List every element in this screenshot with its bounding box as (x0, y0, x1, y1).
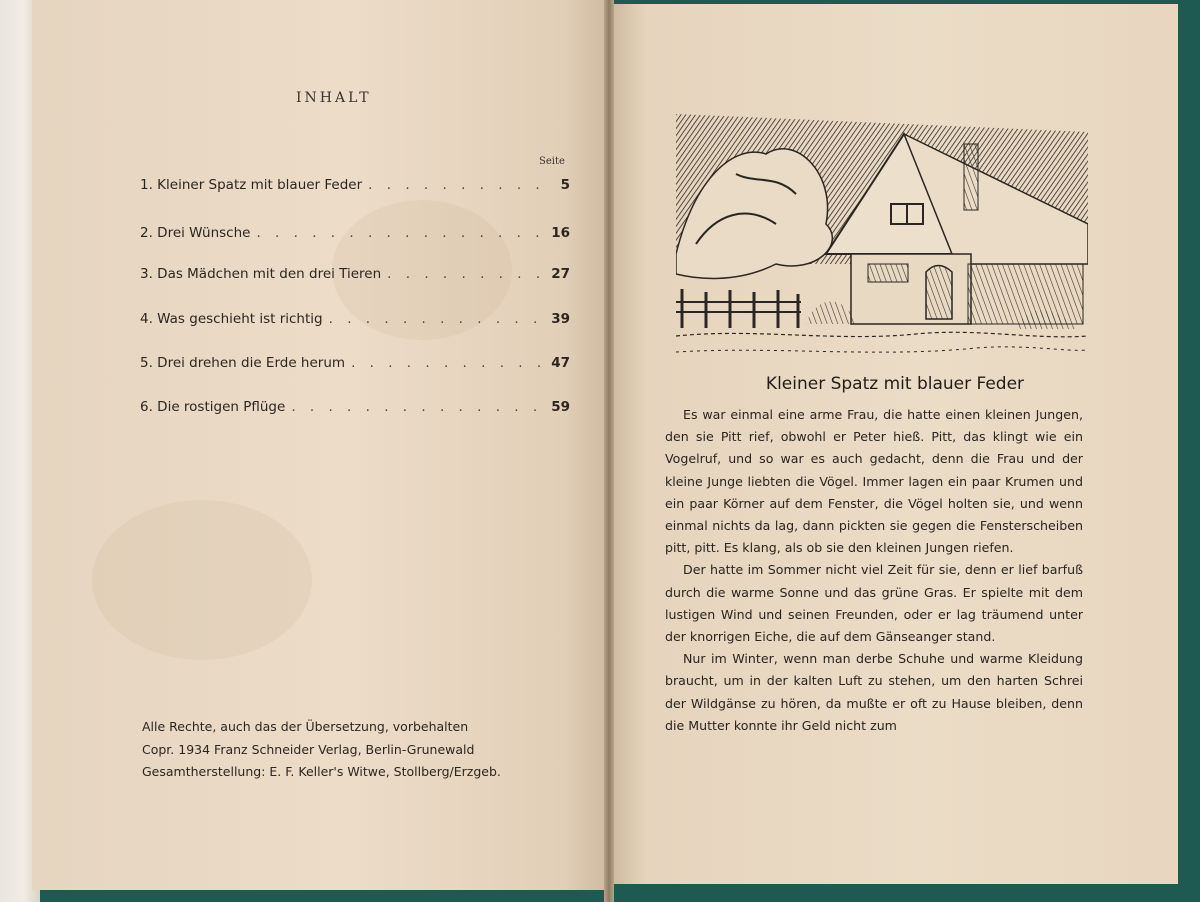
toc-entry-page: 59 (551, 399, 570, 415)
toc-entry-title: 5. Drei drehen die Erde herum (140, 355, 346, 371)
toc-entry (140, 355, 570, 377)
imprint-line: Copr. 1934 Franz Schneider Verlag, Berlin-Grunewald (142, 741, 475, 757)
toc-entry-page: 27 (551, 266, 570, 282)
toc-entry-title: 2. Drei Wünsche (140, 225, 251, 241)
imprint-block (142, 716, 501, 784)
toc-entry (140, 399, 570, 421)
page-column-label: Seite (539, 156, 565, 167)
toc-entry (140, 311, 570, 333)
toc-entry-title: 6. Die rostigen Pflüge (140, 399, 286, 415)
imprint-line: Alle Rechte, auch das der Übersetzung, vorbehalten (142, 719, 469, 734)
toc-leader-dots (329, 311, 540, 327)
toc-leader-dots (387, 266, 540, 282)
toc-heading: INHALT (296, 90, 372, 106)
story-text (665, 404, 1083, 737)
story-paragraph: Es war einmal eine arme Frau, die hatte einen kleinen Jungen, den sie Pitt rief, obwohl er Peter hieß. Pitt, das klingt wie ein Vogelruf, und so war es auch gedacht, denn die Frau und der kleine Junge liebten die Vögel. Immer lagen ein paar Krumen und ein paar Körner auf dem Fenster, die Vögel holten sie, und wenn einmal nichts da lag, dann pickten sie gegen die Fensterscheiben pitt, pitt. Es klang, als ob sie den kleinen Jungen riefen. (665, 407, 1083, 556)
toc-leader-dots (256, 225, 540, 241)
story-title: Kleiner Spatz mit blauer Feder (765, 374, 1025, 394)
toc-entry-title: 4. Was geschieht ist richtig (140, 311, 323, 327)
toc-leader-dots (368, 177, 540, 193)
imprint-line: Gesamtherstellung: E. F. Keller's Witwe, Stollberg/Erzgeb. (142, 764, 501, 779)
snowy-cottage-illustration (676, 114, 1088, 360)
paper-stain (92, 500, 312, 660)
toc-entry-page: 39 (551, 311, 570, 327)
toc-leader-dots (351, 355, 540, 371)
toc-entry (140, 266, 570, 288)
toc-entry-page: 16 (551, 225, 570, 241)
toc-entry (140, 177, 570, 199)
toc-entry-page: 47 (551, 355, 570, 371)
story-paragraph: Nur im Winter, wenn man derbe Schuhe und warme Kleidung braucht, um in der kalten Luft zu stehen, um den harten Schrei der Wildgänse zu hören, da mußte er oft zu Hause bleiben, denn die Mutter konnte ihr Geld nicht zum (665, 651, 1083, 733)
toc-entry-title: 3. Das Mädchen mit den drei Tieren (140, 266, 382, 282)
toc-leader-dots (291, 399, 540, 415)
toc-entry-title: 1. Kleiner Spatz mit blauer Feder (140, 177, 363, 193)
story-paragraph: Der hatte im Sommer nicht viel Zeit für sie, denn er lief barfuß durch die warme Sonne und das grüne Gras. Er spielte mit dem lustigen Wind und seinen Freunden, oder er lag träumend unter der knorrigen Eiche, die auf dem Gänseanger stand. (665, 562, 1083, 645)
book-gutter (604, 0, 614, 902)
toc-entry (140, 225, 570, 247)
toc-entry-page: 5 (560, 177, 570, 193)
